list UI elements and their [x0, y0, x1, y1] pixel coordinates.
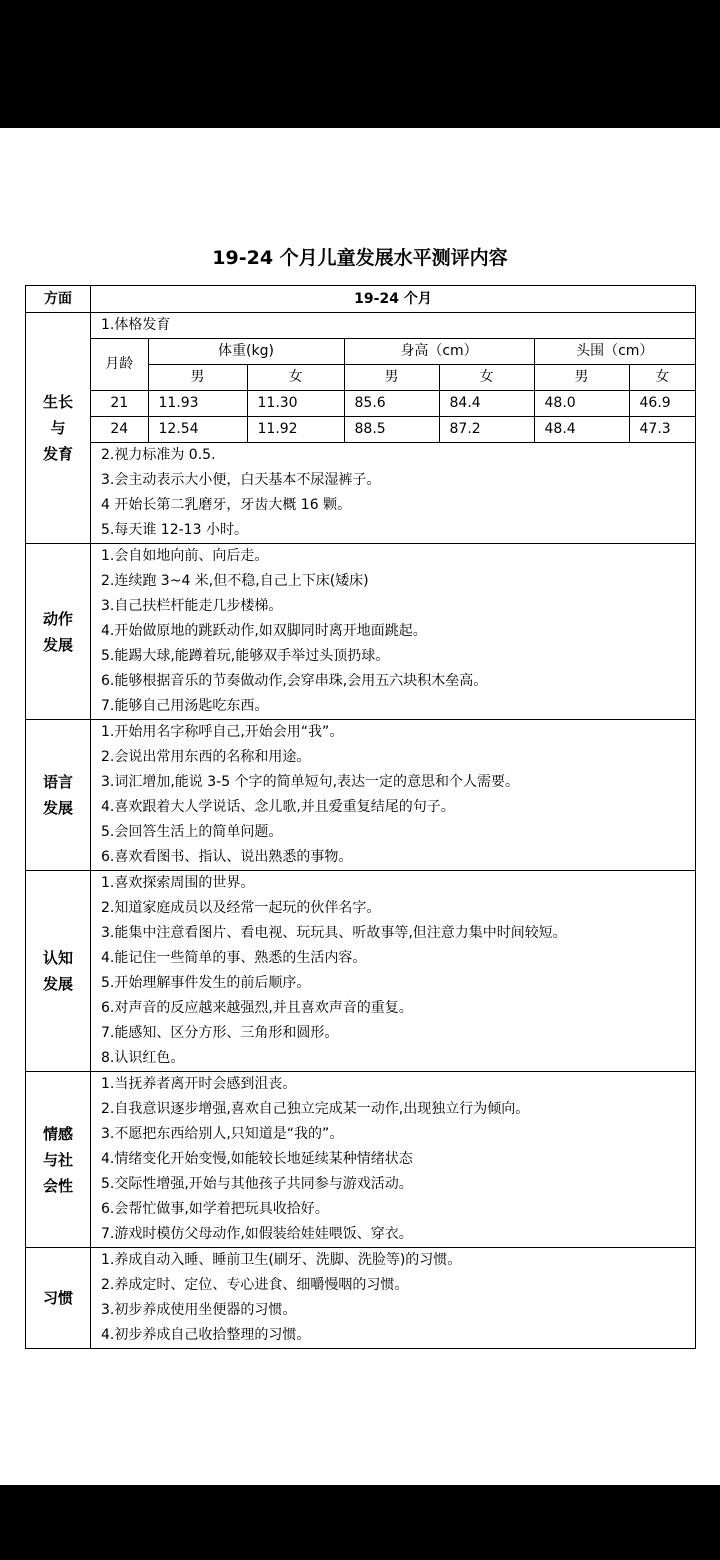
language-content — [91, 720, 696, 871]
sex-label: 女 — [247, 365, 344, 391]
bottom-black-bar — [0, 1485, 720, 1560]
growth-section — [26, 313, 696, 544]
period-header: 19-24 个月 — [91, 286, 696, 313]
aspect-line: 生长 — [42, 393, 73, 411]
value-cell: 11.30 — [247, 391, 344, 417]
language-item: 5.会回答生活上的简单问题。 — [101, 824, 283, 840]
aspect-line: 情感 — [42, 1124, 73, 1143]
top-black-bar — [0, 0, 720, 128]
emotional-social-item: 6.会帮忙做事,如学着把玩具收拾好。 — [101, 1201, 329, 1217]
emotional-social-item: 2.自我意识逐步增强,喜欢自己独立完成某一动作,出现独立行为倾向。 — [101, 1101, 530, 1117]
document-title: 19-24 个月儿童发展水平测评内容 — [212, 247, 508, 269]
cognitive-item: 6.对声音的反应越来越强烈,并且喜欢声音的重复。 — [101, 1000, 413, 1016]
growth-item: 2.视力标准为 0.5. — [101, 447, 216, 463]
habits-section — [26, 1248, 696, 1349]
growth-item: 3.会主动表示大小便，白天基本不尿湿裤子。 — [101, 472, 381, 488]
growth-group-row — [91, 339, 695, 365]
aspect-line: 发展 — [42, 799, 73, 817]
assessment-table — [25, 285, 696, 1349]
aspect-line: 发展 — [42, 635, 73, 654]
aspect-label-motor — [26, 544, 91, 720]
value-cell: 48.0 — [534, 391, 629, 417]
growth-standards-table — [91, 338, 695, 443]
cognitive-item: 5.开始理解事件发生的前后顺序。 — [101, 975, 311, 991]
cognitive-section — [26, 871, 696, 1072]
sex-label: 男 — [344, 365, 439, 391]
motor-item: 5.能踢大球,能蹲着玩,能够双手举过头顶扔球。 — [101, 648, 390, 664]
growth-item: 5.每天谁 12-13 小时。 — [101, 522, 248, 538]
emotional-social-item: 5.交际性增强,开始与其他孩子共同参与游戏活动。 — [101, 1176, 413, 1192]
language-item: 6.喜欢看图书、指认、说出熟悉的事物。 — [101, 849, 353, 865]
value-cell: 87.2 — [439, 417, 534, 443]
motor-item: 7.能够自己用汤匙吃东西。 — [101, 698, 269, 714]
habit-item: 3.初步养成使用坐便器的习惯。 — [101, 1302, 297, 1318]
aspect-label-emotional-social — [26, 1072, 91, 1248]
aspect-line: 习惯 — [42, 1289, 73, 1307]
cognitive-item: 1.喜欢探索周围的世界。 — [101, 875, 255, 891]
emotional-social-section — [26, 1072, 696, 1248]
value-cell: 11.93 — [148, 391, 247, 417]
language-section — [26, 720, 696, 871]
aspect-line: 动作 — [42, 609, 73, 628]
emotional-social-item: 4.情绪变化开始变慢,如能较长地延续某种情绪状态 — [101, 1151, 413, 1167]
motor-content — [91, 544, 696, 720]
aspect-line: 会性 — [42, 1176, 73, 1195]
language-item: 1.开始用名字称呼自己,开始会用“我”。 — [101, 724, 344, 740]
height-group-label: 身高（cm） — [344, 339, 534, 365]
growth-data-row — [91, 417, 695, 443]
habit-item: 1.养成自动入睡、睡前卫生(刷牙、洗脚、洗脸等)的习惯。 — [101, 1252, 462, 1268]
growth-content — [91, 313, 696, 544]
physical-growth-title: 1.体格发育 — [101, 317, 171, 333]
aspect-label-habits — [26, 1248, 91, 1349]
head-circumference-group-label: 头围（cm） — [534, 339, 695, 365]
aspect-label-cognitive — [26, 871, 91, 1072]
habit-item: 4.初步养成自己收拾整理的习惯。 — [101, 1327, 311, 1343]
value-cell: 84.4 — [439, 391, 534, 417]
emotional-social-item: 1.当抚养者离开时会感到沮丧。 — [101, 1076, 297, 1092]
value-cell: 11.92 — [247, 417, 344, 443]
growth-item: 4 开始长第二乳磨牙，牙齿大概 16 颗。 — [101, 497, 352, 513]
motor-item: 3.自己扶栏杆能走几步楼梯。 — [101, 598, 283, 614]
cognitive-item: 7.能感知、区分方形、三角形和圆形。 — [101, 1025, 339, 1041]
cognitive-item: 2.知道家庭成员以及经常一起玩的伙伴名字。 — [101, 900, 381, 916]
emotional-social-content — [91, 1072, 696, 1248]
aspect-line: 认知 — [42, 949, 73, 967]
motor-item: 2.连续跑 3~4 米,但不稳,自己上下床(矮床) — [101, 573, 369, 589]
aspect-line: 语言 — [42, 773, 73, 791]
language-item: 3.词汇增加,能说 3-5 个字的简单短句,表达一定的意思和个人需要。 — [101, 774, 520, 790]
motor-item: 6.能够根据音乐的节奏做动作,会穿串珠,会用五六块积木垒高。 — [101, 673, 488, 689]
weight-group-label: 体重(kg) — [148, 339, 344, 365]
aspect-label-language — [26, 720, 91, 871]
cognitive-content — [91, 871, 696, 1072]
motor-item: 4.开始做原地的跳跃动作,如双脚同时离开地面跳起。 — [101, 623, 427, 639]
value-cell: 47.3 — [629, 417, 695, 443]
language-item: 4.喜欢跟着大人学说话、念儿歌,并且爱重复结尾的句子。 — [101, 799, 455, 815]
aspect-line: 与社 — [42, 1150, 73, 1169]
sex-label: 女 — [629, 365, 695, 391]
language-item: 2.会说出常用东西的名称和用途。 — [101, 749, 311, 765]
aspect-line: 与 — [50, 419, 66, 437]
cognitive-item: 8.认识红色。 — [101, 1050, 185, 1066]
cognitive-item: 3.能集中注意看图片、看电视、玩玩具、听故事等,但注意力集中时间较短。 — [101, 925, 567, 941]
habit-item: 2.养成定时、定位、专心进食、细嚼慢咽的习惯。 — [101, 1277, 409, 1293]
age-label: 月龄 — [91, 339, 148, 391]
aspect-line: 发展 — [42, 975, 73, 993]
table-header-row — [26, 286, 696, 313]
age-cell: 21 — [91, 391, 148, 417]
aspect-label-growth — [26, 313, 91, 544]
value-cell: 85.6 — [344, 391, 439, 417]
value-cell: 12.54 — [148, 417, 247, 443]
motor-item: 1.会自如地向前、向后走。 — [101, 548, 269, 564]
sex-label: 男 — [534, 365, 629, 391]
cognitive-item: 4.能记住一些简单的事、熟悉的生活内容。 — [101, 950, 367, 966]
sex-label: 男 — [148, 365, 247, 391]
sex-label: 女 — [439, 365, 534, 391]
sex-row — [91, 365, 695, 391]
growth-data-row — [91, 391, 695, 417]
emotional-social-item: 3.不愿把东西给别人,只知道是“我的”。 — [101, 1126, 344, 1142]
value-cell: 88.5 — [344, 417, 439, 443]
age-cell: 24 — [91, 417, 148, 443]
aspect-header: 方面 — [26, 286, 91, 313]
value-cell: 46.9 — [629, 391, 695, 417]
motor-section — [26, 544, 696, 720]
emotional-social-item: 7.游戏时模仿父母动作,如假装给娃娃喂饭、穿衣。 — [101, 1226, 413, 1242]
value-cell: 48.4 — [534, 417, 629, 443]
habits-content — [91, 1248, 696, 1349]
aspect-line: 发育 — [42, 445, 73, 463]
